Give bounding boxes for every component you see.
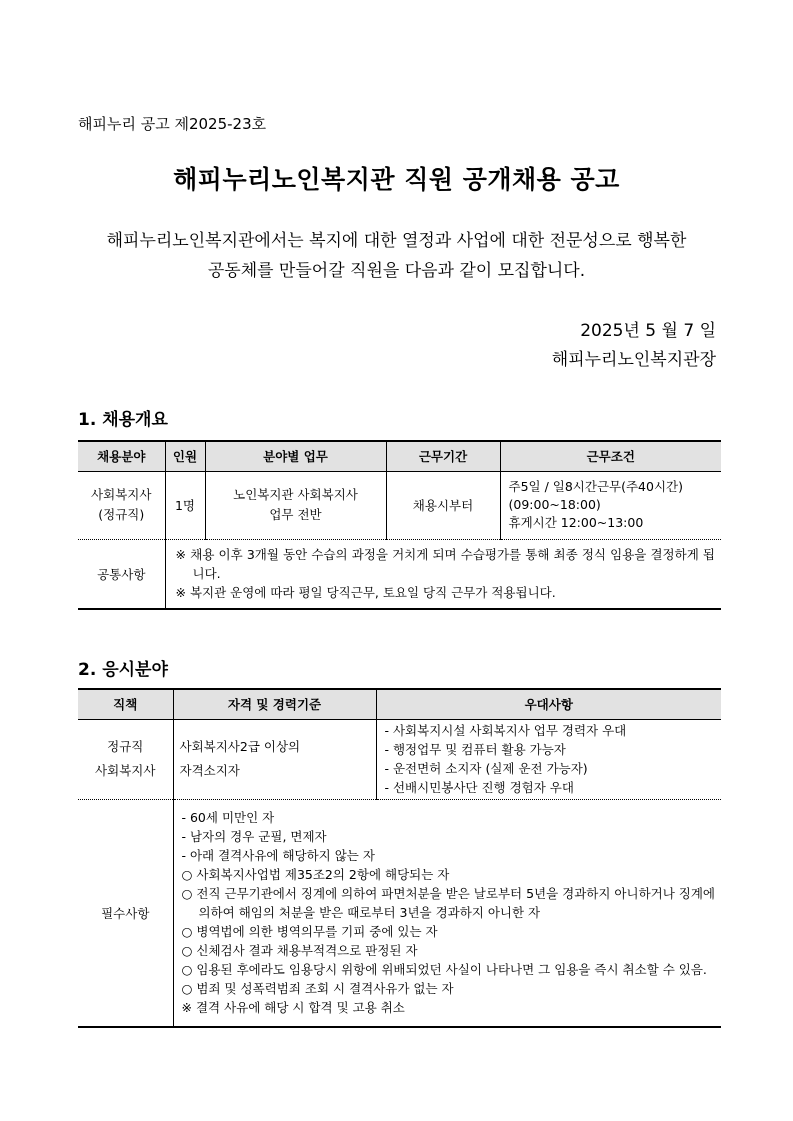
work-conditions-cell	[500, 471, 721, 539]
condition-line: (09:00~18:00)	[508, 497, 601, 512]
requirements-cell	[173, 799, 721, 1027]
section-heading-application-field: 2. 응시분야	[78, 660, 168, 680]
column-header: 채용분야	[78, 441, 165, 471]
condition-line: 주5일 / 일8시간근무(주40시간)	[508, 479, 683, 494]
position-line: 사회복지사	[95, 763, 156, 778]
requirement-item: ○ 신체검사 결과 채용부적격으로 판정된 자	[181, 943, 418, 959]
headcount-cell: 1명	[165, 471, 205, 539]
application-field-table	[78, 688, 721, 1028]
section-heading-recruitment-overview: 1. 채용개요	[78, 410, 168, 430]
required-label-cell: 필수사항	[101, 905, 150, 921]
common-note: ※ 채용 이후 3개월 동안 수습의 과정을 거치게 되며 수습평가를 통해 최종 정식 임용을 결정하게 됩니다.	[175, 547, 715, 582]
column-header: 근무조건	[500, 441, 721, 471]
position-line: 정규직	[107, 739, 144, 754]
table-row	[78, 719, 721, 799]
qualification-line: 사회복지사2급 이상의	[179, 739, 301, 754]
condition-line: 휴게시간 12:00~13:00	[508, 515, 644, 530]
common-label-cell: 공통사항	[97, 566, 146, 582]
table-header-row	[78, 689, 721, 719]
duty-line: 노인복지관 사회복지사	[233, 487, 358, 502]
preferences-cell	[376, 719, 721, 799]
table-row	[78, 799, 721, 1027]
preference-item: - 행정업무 및 컴퓨터 활용 가능자	[384, 742, 566, 757]
common-note: ※ 복지관 운영에 따라 평일 당직근무, 토요일 당직 근무가 적용됩니다.	[175, 585, 556, 601]
work-period-cell: 채용시부터	[386, 471, 500, 539]
duty-line: 업무 전반	[269, 507, 322, 522]
requirement-item: ○ 전직 근무기관에서 징계에 의하여 파면처분을 받은 날로부터 5년을 경과하지 아니하거나 징계에 의하여 해임의 처분을 받은 때로부터 3년을 경과하지 아니한 자	[181, 886, 715, 921]
preference-item: - 선배시민봉사단 진행 경험자 우대	[384, 780, 574, 795]
column-header: 근무기간	[386, 441, 500, 471]
preference-item: - 운전면허 소지자 (실제 운전 가능자)	[384, 761, 588, 776]
requirement-item: - 남자의 경우 군필, 면제자	[181, 829, 327, 845]
qualification-cell	[173, 719, 376, 799]
requirement-item: ○ 임용된 후에라도 임용당시 위항에 위배되었던 사실이 나타나면 그 임용을 즉시 취소할 수 있음.	[181, 962, 707, 978]
recruit-field: 사회복지사	[91, 487, 152, 502]
table-row	[78, 539, 721, 609]
preference-item: - 사회복지시설 사회복지사 업무 경력자 우대	[384, 723, 627, 738]
issuer-name: 해피누리노인복지관장	[551, 350, 716, 370]
table-row	[78, 471, 721, 539]
common-notes-cell	[165, 539, 721, 609]
qualification-line: 자격소지자	[179, 763, 240, 778]
position-cell	[78, 719, 173, 799]
requirement-item: - 60세 미만인 자	[181, 810, 275, 826]
requirement-item: - 아래 결격사유에 해당하지 않는 자	[181, 848, 375, 864]
page-title: 해피누리노인복지관 직원 공개채용 공고	[173, 165, 620, 194]
notice-number: 해피누리 공고 제2025-23호	[78, 115, 267, 133]
column-header: 인원	[165, 441, 205, 471]
intro-line: 공동체를 만들어갈 직원을 다음과 같이 모집합니다.	[207, 261, 586, 281]
requirement-item: ※ 결격 사유에 해당 시 합격 및 고용 취소	[181, 1000, 405, 1016]
requirement-item: ○ 사회복지사업법 제35조2의 2항에 해당되는 자	[181, 867, 450, 883]
recruit-type: (정규직)	[98, 507, 145, 522]
requirement-item: ○ 병역법에 의한 병역의무를 기피 중에 있는 자	[181, 924, 438, 940]
recruit-field-cell	[78, 471, 165, 539]
recruitment-overview-table	[78, 440, 721, 610]
notice-date: 2025년 5 월 7 일	[580, 321, 716, 341]
duty-cell	[205, 471, 386, 539]
intro-paragraph	[0, 226, 793, 286]
column-header: 우대사항	[376, 689, 721, 719]
intro-line: 해피누리노인복지관에서는 복지에 대한 열정과 사업에 대한 전문성으로 행복한	[106, 231, 687, 251]
requirement-item: ○ 범죄 및 성폭력범죄 조회 시 결격사유가 없는 자	[181, 981, 454, 997]
table-header-row	[78, 441, 721, 471]
column-header: 직책	[78, 689, 173, 719]
column-header: 분야별 업무	[205, 441, 386, 471]
column-header: 자격 및 경력기준	[173, 689, 376, 719]
